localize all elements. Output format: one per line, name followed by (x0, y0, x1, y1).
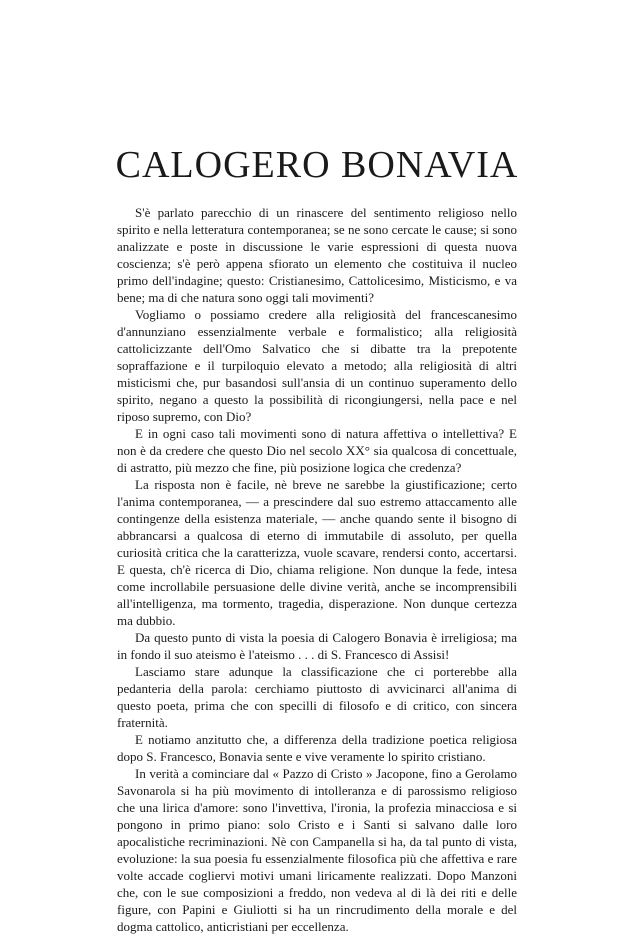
paragraph-8: In verità a cominciare dal « Pazzo di Cristo » Jacopone, fino a Gerolamo Savonarola si ha più movimento di intolleranza e di parossismo religioso che una lirica d'amore: sono l'invettiva, l'ironia, la profezia minacciosa e si pongono in primo piano: solo Cristo e i Santi si salvano dalle loro apocalistiche recriminazioni. Nè con Campanella si ha, da tal punto di vista, evoluzione: la sua poesia fu essenzialmente filosofica più che affettiva e rare volte accade cogliervi motivi umani liricamente realizzati. Dopo Manzoni che, con le sue composizioni a freddo, non vedeva al di là dei riti e delle figure, con Papini e Giuliotti si ha un rincrudimento della morale e del dogma cattolico, anticristiani per eccellenza. (117, 766, 517, 934)
paragraph-1: S'è parlato parecchio di un rinascere del sentimento religioso nello spirito e nella letteratura contemporanea; se ne sono cercate le cause; si sono analizzate e poste in discussione le varie espressioni di questa nuova coscienza; s'è però appena sfiorato un elemento che costituiva il nucleo primo dell'indagine; questo: Cristianesimo, Cattolicesimo, Misticismo, e va bene; ma di che natura sono oggi tali movimenti? (117, 205, 517, 305)
paragraph-6: Lasciamo stare adunque la classificazione che ci porterebbe alla pedanteria della parola: cerchiamo piuttosto di avvicinarci all'anima di questo poeta, prima che con specilli di filosofo e di critico, con sincera fraternità. (117, 664, 517, 730)
article-title: CALOGERO BONAVIA (115, 144, 519, 186)
paragraph-3: E in ogni caso tali movimenti sono di natura affettiva o intellettiva? E non è da credere che questo Dio nel secolo XX° sia qualcosa di concettuale, di astratto, più mezzo che fine, più posizione logica che credenza? (117, 426, 517, 475)
paragraph-5: Da questo punto di vista la poesia di Calogero Bonavia è irreligiosa; ma in fondo il suo ateismo è l'ateismo . . . di S. Francesco di Assisi! (117, 630, 517, 662)
paragraph-7: E notiamo anzitutto che, a differenza della tradizione poetica religiosa dopo S. Francesco, Bonavia sente e vive veramente lo spirito cristiano. (117, 732, 517, 764)
article-body (117, 204, 517, 935)
paragraph-2: Vogliamo o possiamo credere alla religiosità del francescanesimo d'annunziano essenzialmente verbale e formalistico; alla religiosità cattolicizzante dell'Omo Salvatico che si dibatte tra la prepotente sopraffazione e il turpiloquio elevato a metodo; alla religiosità di altri misticismi che, pur basandosi sull'ansia di un continuo superamento dello spirito, negano a questo la possibilità di ricongiungersi, nella pace e nel riposo supremo, con Dio? (117, 307, 517, 424)
paragraph-4: La risposta non è facile, nè breve ne sarebbe la giustificazione; certo l'anima contemporanea, — a prescindere dal suo estremo attaccamento alle contingenze della esistenza materiale, — anche quando sente il bisogno di abbrancarsi a qualcosa di eterno di immutabile di assoluto, per quella curiosità critica che la caratterizza, vuole scavare, rendersi conto, accertarsi. E questa, ch'è ricerca di Dio, chiama religione. Non dunque la fede, intesa come incrollabile persuasione delle divine verità, anche se incomprensibili all'intelligenza, ma tormento, tragedia, disperazione. Non dunque certezza ma dubbio. (117, 477, 517, 628)
